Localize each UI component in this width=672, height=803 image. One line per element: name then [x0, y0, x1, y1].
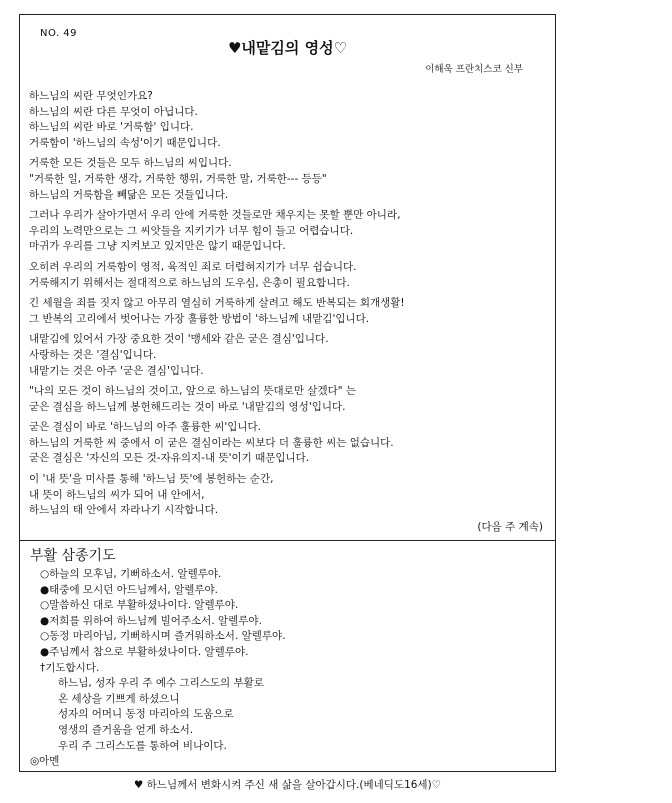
- paragraph: [29, 89, 547, 151]
- paragraph: [29, 260, 547, 291]
- issue-number: NO. 49: [40, 28, 78, 39]
- text-line: 우리의 노력만으로는 그 씨앗들을 지키기가 너무 힘이 들고 어렵습니다.: [29, 224, 354, 237]
- text-line: 거룩해지기 위해서는 절대적으로 하느님의 도우심, 은총이 필요합니다.: [29, 276, 350, 289]
- paragraph: [29, 420, 547, 467]
- continued-note: (다음 주 계속): [477, 521, 543, 533]
- text-line: 거룩함이 '하느님의 속성'이기 때문입니다.: [29, 136, 221, 149]
- text-line: 내맡김에 있어서 가장 중요한 것이 '맹세와 같은 굳은 결심'입니다.: [29, 333, 329, 346]
- paragraph: [29, 384, 547, 415]
- text-line: 굳은 결심은 '자신의 모든 것-자유의지-내 뜻'이기 때문입니다.: [29, 452, 310, 465]
- verse-line: †기도합시다.: [40, 661, 100, 674]
- text-line: 이 '내 뜻'을 미사를 통해 '하느님 뜻'에 봉헌하는 순간,: [29, 473, 274, 486]
- text-line: 내 뜻이 하느님의 씨가 되어 내 안에서,: [29, 488, 205, 501]
- bulletin-frame: [19, 14, 556, 772]
- prayer-line: 우리 주 그리스도를 통하여 비나이다.: [58, 739, 227, 752]
- text-line: 굳은 결심이 바로 '하느님의 아주 훌륭한 씨'입니다.: [29, 421, 261, 434]
- prayer-line: 성자의 어머니 동정 마리아의 도움으로: [58, 708, 234, 721]
- text-line: 굳은 결심을 하느님께 봉헌해드리는 것이 바로 '내맡김의 영성'입니다.: [29, 400, 346, 413]
- footer-quote: ♥ 하느님께서 변화시켜 주신 새 삶을 살아갑시다.(베네딕도16세)♡: [133, 779, 442, 791]
- verse-line: ●저희를 위하여 하느님께 빌어주소서. 알렐루야.: [40, 614, 262, 627]
- text-line: 하느님의 태 안에서 자라나기 시작합니다.: [29, 504, 219, 517]
- prayer-line: 영생의 즐거움을 얻게 하소서.: [58, 723, 194, 736]
- prayer-text: [30, 567, 555, 770]
- text-line: 그러나 우리가 살아가면서 우리 안에 거룩한 것들로만 채우지는 못할 뿐만 아니라,: [29, 209, 401, 222]
- text-line: "거룩한 일, 거룩한 생각, 거룩한 행위, 거룩한 말, 거룩한--- 등등": [29, 172, 327, 185]
- text-line: 거룩한 모든 것들은 모두 하느님의 씨입니다.: [29, 157, 232, 170]
- text-line: 하느님의 거룩한 씨 중에서 이 굳은 결심이라는 씨보다 더 훌륭한 씨는 없습니다.: [29, 436, 394, 449]
- paragraph: [29, 296, 547, 327]
- paragraph: [29, 208, 547, 255]
- paragraph: [29, 472, 547, 519]
- verse-line: ●태중에 모시던 아드님께서, 알렐루야.: [40, 583, 218, 596]
- text-line: 그 반복의 고리에서 벗어나는 가장 훌륭한 방법이 '하느님께 내맡김'입니다.: [29, 312, 370, 325]
- text-line: 하느님의 거룩함을 빼닮은 모든 것들입니다.: [29, 188, 229, 201]
- verse-line: ○말씀하신 대로 부활하셨나이다. 알렐루야.: [40, 599, 239, 612]
- text-line: 하느님의 씨란 바로 '거룩함' 입니다.: [29, 121, 194, 134]
- paragraph: [29, 156, 547, 203]
- text-line: 오히려 우리의 거룩함이 영적, 육적인 죄로 더렵혀지기가 너무 쉽습니다.: [29, 260, 357, 273]
- prayer-section: [20, 541, 555, 771]
- text-line: 하느님의 씨란 다른 무엇이 아닙니다.: [29, 105, 198, 118]
- text-line: 내맡기는 것은 아주 '굳은 결심'입니다.: [29, 364, 204, 377]
- prayer-line: 하느님, 성자 우리 주 예수 그리스도의 부활로: [58, 677, 264, 690]
- paragraph: [29, 332, 547, 379]
- text-line: 긴 세월을 죄를 짓지 않고 아무리 열심히 거룩하게 살려고 해도 반복되는 회개생활!: [29, 297, 405, 310]
- author: 이해욱 프란치스코 신부: [425, 64, 523, 75]
- verse-line: ○동정 마리아님, 기뻐하시며 즐거워하소서. 알렐루야.: [40, 630, 286, 643]
- text-line: 사랑하는 것은 '결심'입니다.: [29, 348, 157, 361]
- verse-line: ●주님께서 참으로 부활하셨나이다. 알렐루야.: [40, 645, 249, 658]
- text-line: "나의 모든 것이 하느님의 것이고, 앞으로 하느님의 뜻대로만 살겠다" 는: [29, 385, 357, 398]
- amen-line: ◎아멘: [30, 755, 60, 768]
- reflection-body: [29, 89, 547, 524]
- verse-line: ○하늘의 모후님, 기뻐하소서. 알렐루야.: [40, 568, 222, 580]
- prayer-title: 부활 삼종기도: [30, 548, 116, 564]
- reflection-section: [20, 15, 555, 541]
- prayer-line: 온 세상을 기쁘게 하셨으니: [58, 692, 180, 705]
- text-line: 마귀가 우리를 그냥 지켜보고 있지만은 않기 때문입니다.: [29, 240, 286, 253]
- page-title: ♥내맡김의 영성♡: [227, 39, 348, 57]
- text-line: 하느님의 씨란 무엇인가요?: [29, 90, 153, 102]
